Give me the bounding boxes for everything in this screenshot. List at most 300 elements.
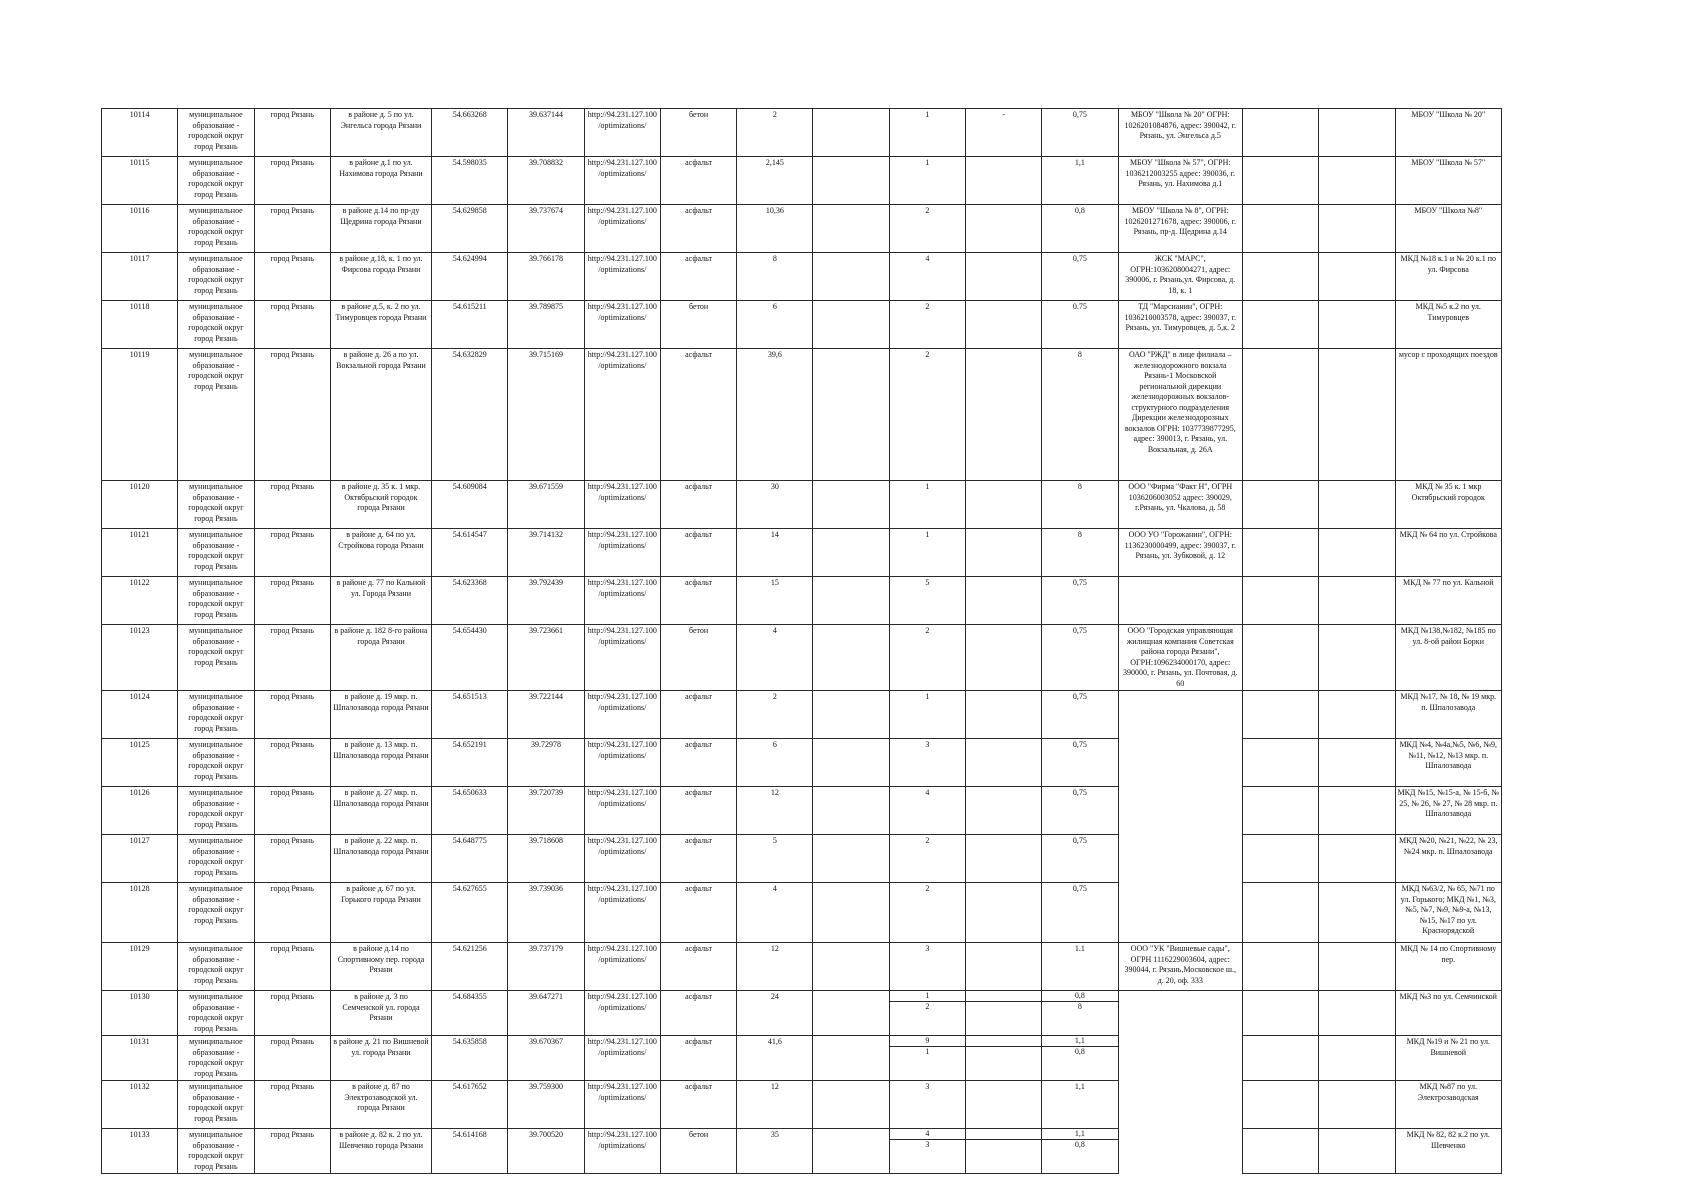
longitude-cell: 39.647271	[508, 991, 584, 1036]
blank-cell	[1242, 253, 1318, 301]
settlement-cell: город Рязань	[254, 835, 330, 883]
owner-cell	[1118, 835, 1242, 883]
blank-cell	[813, 787, 889, 835]
container-type-cell	[966, 691, 1042, 739]
container-type-cell	[966, 349, 1042, 481]
waste-source-cell: МБОУ "Школа № 57"	[1395, 157, 1501, 205]
latitude-cell: 54.654430	[432, 625, 508, 691]
blank-cell	[1242, 883, 1318, 943]
latitude-cell: 54.629858	[432, 205, 508, 253]
table-row	[102, 835, 1502, 883]
owner-cell	[1118, 739, 1242, 787]
location-address-cell: в районе д. 35 к. 1 мкр. Октябрьский городок города Рязани	[330, 481, 431, 529]
blank-cell	[813, 157, 889, 205]
latitude-cell: 54.635858	[432, 1036, 508, 1081]
blank-cell	[813, 691, 889, 739]
waste-source-cell: МКД №18 к.1 и № 20 к.1 по ул. Фирсова	[1395, 253, 1501, 301]
record-number-cell: 10117	[102, 253, 178, 301]
municipality-cell: муниципальное образование - городской округ город Рязань	[178, 787, 254, 835]
map-url-cell: http://94.231.127.100/optimizations/	[584, 253, 660, 301]
record-number-cell: 10128	[102, 883, 178, 943]
settlement-cell: город Рязань	[254, 253, 330, 301]
settlement-cell: город Рязань	[254, 109, 330, 157]
blank-cell	[1242, 157, 1318, 205]
blank-cell	[813, 577, 889, 625]
container-type-cell	[966, 157, 1042, 205]
record-number-cell: 10122	[102, 577, 178, 625]
container-type-entry	[966, 1002, 1041, 1012]
container-count-entry: 9	[890, 1036, 965, 1047]
longitude-cell: 39.789875	[508, 301, 584, 349]
blank-cell	[1319, 991, 1395, 1036]
map-url-cell: http://94.231.127.100/optimizations/	[584, 691, 660, 739]
settlement-cell: город Рязань	[254, 787, 330, 835]
latitude-cell: 54.632829	[432, 349, 508, 481]
latitude-cell: 54.614168	[432, 1129, 508, 1174]
longitude-cell: 39.715169	[508, 349, 584, 481]
blank-cell	[1319, 349, 1395, 481]
site-area-cell: 39,6	[737, 349, 813, 481]
blank-cell	[1319, 577, 1395, 625]
map-url-cell: http://94.231.127.100/optimizations/	[584, 991, 660, 1036]
latitude-cell: 54.663268	[432, 109, 508, 157]
latitude-cell: 54.615211	[432, 301, 508, 349]
owner-cell	[1118, 787, 1242, 835]
table-row	[102, 787, 1502, 835]
container-count-entry: 4	[890, 1129, 965, 1140]
longitude-cell: 39.637144	[508, 109, 584, 157]
blank-cell	[1242, 349, 1318, 481]
settlement-cell: город Рязань	[254, 1081, 330, 1129]
latitude-cell: 54.623368	[432, 577, 508, 625]
waste-source-cell: МКД № 82, 82 к.2 по ул. Шевченко	[1395, 1129, 1501, 1174]
table-row	[102, 739, 1502, 787]
container-volume-cell	[1042, 991, 1118, 1036]
owner-cell	[1118, 883, 1242, 943]
municipality-cell: муниципальное образование - городской округ город Рязань	[178, 253, 254, 301]
blank-cell	[1319, 835, 1395, 883]
container-volume-entry: 0,8	[1074, 1047, 1085, 1056]
container-volume-cell: 0,75	[1042, 691, 1118, 739]
table-row	[102, 253, 1502, 301]
blank-cell	[1242, 301, 1318, 349]
waste-source-cell: МКД №15, №15-а, № 15-б, № 25, № 26, № 27, № 28 мкр. п. Шпалозавода	[1395, 787, 1501, 835]
container-count-cell: 4	[889, 253, 965, 301]
container-type-cell	[966, 1129, 1042, 1174]
longitude-cell: 39.714132	[508, 529, 584, 577]
container-count-cell: 4	[889, 787, 965, 835]
municipality-cell: муниципальное образование - городской округ город Рязань	[178, 1081, 254, 1129]
surface-type-cell: асфальт	[660, 577, 736, 625]
latitude-cell: 54.650633	[432, 787, 508, 835]
container-type-cell	[966, 205, 1042, 253]
map-url-cell: http://94.231.127.100/optimizations/	[584, 157, 660, 205]
longitude-cell: 39.671559	[508, 481, 584, 529]
longitude-cell: 39.792439	[508, 577, 584, 625]
surface-type-cell: асфальт	[660, 943, 736, 991]
map-url-cell: http://94.231.127.100/optimizations/	[584, 835, 660, 883]
longitude-cell: 39.737674	[508, 205, 584, 253]
waste-source-cell: МКД № 77 по ул. Кальной	[1395, 577, 1501, 625]
municipality-cell: муниципальное образование - городской округ город Рязань	[178, 991, 254, 1036]
blank-cell	[1242, 835, 1318, 883]
surface-type-cell: асфальт	[660, 1081, 736, 1129]
blank-cell	[1319, 943, 1395, 991]
municipality-cell: муниципальное образование - городской округ город Рязань	[178, 1129, 254, 1174]
owner-cell	[1118, 1081, 1242, 1129]
site-area-cell: 2,145	[737, 157, 813, 205]
record-number-cell: 10132	[102, 1081, 178, 1129]
map-url-cell: http://94.231.127.100/optimizations/	[584, 739, 660, 787]
longitude-cell: 39.700520	[508, 1129, 584, 1174]
surface-type-cell: асфальт	[660, 529, 736, 577]
municipality-cell: муниципальное образование - городской округ город Рязань	[178, 625, 254, 691]
container-type-entry	[966, 1129, 1041, 1140]
blank-cell	[1242, 109, 1318, 157]
surface-type-cell: бетон	[660, 625, 736, 691]
blank-cell	[1319, 883, 1395, 943]
site-area-cell: 6	[737, 301, 813, 349]
container-type-entry	[966, 991, 1041, 1002]
container-count-cell	[889, 1036, 965, 1081]
location-address-cell: в районе д. 22 мкр. п. Шпалозавода города Рязани	[330, 835, 431, 883]
waste-source-cell: МБОУ "Школа № 20"	[1395, 109, 1501, 157]
municipality-cell: муниципальное образование - городской округ город Рязань	[178, 691, 254, 739]
container-type-cell	[966, 739, 1042, 787]
table-row	[102, 991, 1502, 1036]
municipality-cell: муниципальное образование - городской округ город Рязань	[178, 1036, 254, 1081]
blank-cell	[813, 301, 889, 349]
blank-cell	[1242, 1081, 1318, 1129]
municipality-cell: муниципальное образование - городской округ город Рязань	[178, 157, 254, 205]
container-volume-cell: 0,75	[1042, 835, 1118, 883]
owner-cell: МБОУ "Школа № 8", ОГРН: 1026201271678, адрес: 390006, г. Рязань, пр-д. Щедрина д.14	[1118, 205, 1242, 253]
blank-cell	[813, 1081, 889, 1129]
table-row	[102, 883, 1502, 943]
container-volume-cell: 0,8	[1042, 205, 1118, 253]
blank-cell	[813, 349, 889, 481]
table-row	[102, 481, 1502, 529]
waste-source-cell: мусор с проходящих поездов	[1395, 349, 1501, 481]
surface-type-cell: асфальт	[660, 691, 736, 739]
container-count-cell: 2	[889, 625, 965, 691]
location-address-cell: в районе д. 27 мкр. п. Шпалозавода города Рязани	[330, 787, 431, 835]
map-url-cell: http://94.231.127.100/optimizations/	[584, 349, 660, 481]
location-address-cell: в районе д.14 по пр-ду Щедрина города Рязани	[330, 205, 431, 253]
municipality-cell: муниципальное образование - городской округ город Рязань	[178, 577, 254, 625]
location-address-cell: в районе д. 87 по Электрозаводской ул. города Рязани	[330, 1081, 431, 1129]
longitude-cell: 39.722144	[508, 691, 584, 739]
surface-type-cell: бетон	[660, 109, 736, 157]
container-count-cell: 2	[889, 835, 965, 883]
location-address-cell: в районе д. 77 по Кальной ул. Города Рязани	[330, 577, 431, 625]
container-type-cell	[966, 253, 1042, 301]
settlement-cell: город Рязань	[254, 943, 330, 991]
record-number-cell: 10130	[102, 991, 178, 1036]
location-address-cell: в районе д. 13 мкр. п. Шпалозавода города Рязани	[330, 739, 431, 787]
settlement-cell: город Рязань	[254, 739, 330, 787]
blank-cell	[813, 205, 889, 253]
latitude-cell: 54.598035	[432, 157, 508, 205]
site-area-cell: 4	[737, 883, 813, 943]
container-type-cell	[966, 943, 1042, 991]
container-volume-entry: 0,8	[1042, 991, 1117, 1002]
longitude-cell: 39.720739	[508, 787, 584, 835]
container-count-entry: 2	[925, 1002, 930, 1011]
container-volume-cell: 1,1	[1042, 1081, 1118, 1129]
site-area-cell: 35	[737, 1129, 813, 1174]
map-url-cell: http://94.231.127.100/optimizations/	[584, 577, 660, 625]
waste-source-cell: МКД №63/2, № 65, №71 по ул. Горького; МКД №1, №3, №5, №7, №9, №9-а, №13, №15, №17 по ул. Краснорядской	[1395, 883, 1501, 943]
latitude-cell: 54.684355	[432, 991, 508, 1036]
owner-cell: ОАО "РЖД" в лице филиала – железнодорожного вокзала Рязань-1 Московской региональной дирекции железнодорожных вокзалов-структурного подразделения Дирекции железнодорозных вокзалов ОГРН: 1037739877295, адрес: 390013, г. Рязань, ул. Вокзальная, д. 26А	[1118, 349, 1242, 481]
blank-cell	[1242, 205, 1318, 253]
location-address-cell: в районе д. 21 по Вишневой ул. города Рязани	[330, 1036, 431, 1081]
surface-type-cell: бетон	[660, 1129, 736, 1174]
blank-cell	[813, 109, 889, 157]
container-count-cell: 1	[889, 109, 965, 157]
record-number-cell: 10114	[102, 109, 178, 157]
map-url-cell: http://94.231.127.100/optimizations/	[584, 625, 660, 691]
owner-cell	[1118, 991, 1242, 1036]
container-volume-cell: 0,75	[1042, 109, 1118, 157]
blank-cell	[1319, 529, 1395, 577]
container-count-cell: 2	[889, 349, 965, 481]
blank-cell	[1242, 943, 1318, 991]
settlement-cell: город Рязань	[254, 625, 330, 691]
container-type-cell: -	[966, 109, 1042, 157]
site-area-cell: 12	[737, 787, 813, 835]
blank-cell	[1319, 1036, 1395, 1081]
site-area-cell: 12	[737, 1081, 813, 1129]
blank-cell	[813, 1036, 889, 1081]
location-address-cell: в районе д.18, к. 1 по ул. Фирсова города Рязани	[330, 253, 431, 301]
record-number-cell: 10126	[102, 787, 178, 835]
blank-cell	[1242, 625, 1318, 691]
longitude-cell: 39.723661	[508, 625, 584, 691]
blank-cell	[1242, 1036, 1318, 1081]
settlement-cell: город Рязань	[254, 577, 330, 625]
location-address-cell: в районе д. 182 8-го района города Рязани	[330, 625, 431, 691]
container-type-cell	[966, 481, 1042, 529]
blank-cell	[813, 481, 889, 529]
settlement-cell: город Рязань	[254, 691, 330, 739]
longitude-cell: 39.739036	[508, 883, 584, 943]
blank-cell	[1242, 991, 1318, 1036]
container-count-cell	[889, 991, 965, 1036]
surface-type-cell: асфальт	[660, 481, 736, 529]
location-address-cell: в районе д. 5 по ул. Энгельса города Рязани	[330, 109, 431, 157]
container-volume-cell: 1,1	[1042, 157, 1118, 205]
waste-source-cell: МКД №19 и № 21 по ул. Вишневой	[1395, 1036, 1501, 1081]
blank-cell	[1242, 691, 1318, 739]
blank-cell	[1242, 787, 1318, 835]
settlement-cell: город Рязань	[254, 529, 330, 577]
map-url-cell: http://94.231.127.100/optimizations/	[584, 529, 660, 577]
container-volume-cell: 0,75	[1042, 883, 1118, 943]
record-number-cell: 10119	[102, 349, 178, 481]
site-area-cell: 5	[737, 835, 813, 883]
container-type-cell	[966, 301, 1042, 349]
container-type-cell	[966, 577, 1042, 625]
blank-cell	[1319, 253, 1395, 301]
container-count-cell: 1	[889, 157, 965, 205]
municipality-cell: муниципальное образование - городской округ город Рязань	[178, 883, 254, 943]
table-row	[102, 109, 1502, 157]
container-count-cell	[889, 1129, 965, 1174]
municipality-cell: муниципальное образование - городской округ город Рязань	[178, 301, 254, 349]
container-type-cell	[966, 883, 1042, 943]
longitude-cell: 39.737179	[508, 943, 584, 991]
container-volume-cell: 8	[1042, 349, 1118, 481]
table-row	[102, 349, 1502, 481]
container-volume-entry: 8	[1077, 1002, 1082, 1011]
container-type-cell	[966, 1036, 1042, 1081]
waste-source-cell: МКД №4, №4а,№5, №6, №9, №11, №12, №13 мкр. п. Шпалозавода	[1395, 739, 1501, 787]
blank-cell	[1319, 625, 1395, 691]
settlement-cell: город Рязань	[254, 1036, 330, 1081]
container-count-cell: 2	[889, 205, 965, 253]
container-count-cell: 1	[889, 529, 965, 577]
site-area-cell: 2	[737, 691, 813, 739]
surface-type-cell: асфальт	[660, 787, 736, 835]
waste-source-cell: МКД № 64 по ул. Стройкова	[1395, 529, 1501, 577]
owner-cell: МБОУ "Школа № 57", ОГРН: 1036212003255 адрес: 390036, г. Рязань, ул. Нахимова д.1	[1118, 157, 1242, 205]
container-type-entry	[966, 1140, 1041, 1150]
site-area-cell: 24	[737, 991, 813, 1036]
container-volume-cell: 8	[1042, 481, 1118, 529]
record-number-cell: 10120	[102, 481, 178, 529]
settlement-cell: город Рязань	[254, 301, 330, 349]
site-area-cell: 15	[737, 577, 813, 625]
site-area-cell: 12	[737, 943, 813, 991]
container-volume-entry: 0,8	[1074, 1140, 1085, 1149]
blank-cell	[1319, 739, 1395, 787]
waste-source-cell: МКД № 14 по Спортивному пер.	[1395, 943, 1501, 991]
container-volume-cell: 0,75	[1042, 577, 1118, 625]
container-type-cell	[966, 625, 1042, 691]
container-type-cell	[966, 991, 1042, 1036]
map-url-cell: http://94.231.127.100/optimizations/	[584, 1129, 660, 1174]
containers-registry-table	[101, 108, 1502, 1174]
blank-cell	[1242, 481, 1318, 529]
waste-source-cell: МКД №3 по ул. Семчинской	[1395, 991, 1501, 1036]
table-row	[102, 157, 1502, 205]
location-address-cell: в районе д. 64 по ул. Стройкова города Рязани	[330, 529, 431, 577]
container-count-cell: 3	[889, 943, 965, 991]
map-url-cell: http://94.231.127.100/optimizations/	[584, 1081, 660, 1129]
surface-type-cell: асфальт	[660, 157, 736, 205]
municipality-cell: муниципальное образование - городской округ город Рязань	[178, 109, 254, 157]
map-url-cell: http://94.231.127.100/optimizations/	[584, 787, 660, 835]
table-row	[102, 691, 1502, 739]
latitude-cell: 54.627655	[432, 883, 508, 943]
waste-source-cell: МКД № 35 к. 1 мкр Октябрьский городок	[1395, 481, 1501, 529]
settlement-cell: город Рязань	[254, 481, 330, 529]
container-volume-cell: 0.75	[1042, 301, 1118, 349]
map-url-cell: http://94.231.127.100/optimizations/	[584, 109, 660, 157]
owner-cell: ЖСК "МАРС", ОГРН:1036208004271, адрес: 390006, г. Рязань,ул. Фирсова, д. 18, к. 1	[1118, 253, 1242, 301]
settlement-cell: город Рязань	[254, 205, 330, 253]
blank-cell	[1242, 577, 1318, 625]
container-count-cell: 5	[889, 577, 965, 625]
blank-cell	[1319, 205, 1395, 253]
container-type-entry	[966, 1036, 1041, 1047]
blank-cell	[813, 739, 889, 787]
site-area-cell: 4	[737, 625, 813, 691]
blank-cell	[1242, 739, 1318, 787]
container-count-cell: 2	[889, 883, 965, 943]
blank-cell	[813, 529, 889, 577]
map-url-cell: http://94.231.127.100/optimizations/	[584, 1036, 660, 1081]
blank-cell	[813, 1129, 889, 1174]
container-volume-cell: 0,75	[1042, 739, 1118, 787]
owner-cell: ООО УО "Горожанин", ОГРН: 1136230000499, адрес: 390037, г. Рязань, ул. Зубковой, д. 12	[1118, 529, 1242, 577]
surface-type-cell: асфальт	[660, 253, 736, 301]
surface-type-cell: асфальт	[660, 1036, 736, 1081]
table-row	[102, 1081, 1502, 1129]
settlement-cell: город Рязань	[254, 157, 330, 205]
blank-cell	[1242, 1129, 1318, 1174]
container-count-cell: 1	[889, 481, 965, 529]
latitude-cell: 54.652191	[432, 739, 508, 787]
location-address-cell: в районе д.5, к. 2 по ул. Тимуровцев города Рязани	[330, 301, 431, 349]
container-type-entry	[966, 1047, 1041, 1057]
waste-source-cell: МКД №5 к.2 по ул. Тимуровцев	[1395, 301, 1501, 349]
site-area-cell: 10,36	[737, 205, 813, 253]
blank-cell	[1319, 301, 1395, 349]
municipality-cell: муниципальное образование - городской округ город Рязань	[178, 835, 254, 883]
container-type-cell	[966, 1081, 1042, 1129]
location-address-cell: в районе д. 26 а по ул. Вокзальной города Рязани	[330, 349, 431, 481]
record-number-cell: 10115	[102, 157, 178, 205]
owner-cell: ООО "Городская управляющая жилищная компания Советская района города Рязани", ОГРН:1096234000170, адрес: 390000, г. Рязань, ул. Почтовая, д. 60	[1118, 625, 1242, 691]
waste-source-cell: МКД №20, №21, №22, № 23, №24 мкр. п. Шпалозавода	[1395, 835, 1501, 883]
site-area-cell: 41,6	[737, 1036, 813, 1081]
location-address-cell: в районе д. 82 к. 2 по ул. Шевченко города Рязани	[330, 1129, 431, 1174]
latitude-cell: 54.648775	[432, 835, 508, 883]
container-volume-cell	[1042, 1036, 1118, 1081]
waste-source-cell: МКД №138,№182, №185 по ул. 8-ой район Борки	[1395, 625, 1501, 691]
table-row	[102, 529, 1502, 577]
container-volume-cell: 1.1	[1042, 943, 1118, 991]
longitude-cell: 39.718608	[508, 835, 584, 883]
table-row	[102, 301, 1502, 349]
municipality-cell: муниципальное образование - городской округ город Рязань	[178, 349, 254, 481]
owner-cell: МБОУ "Школа № 20" ОГРН: 1026201084876, адрес: 390042, г. Рязань, ул. Энгельса д.5	[1118, 109, 1242, 157]
owner-cell: ООО "Фирма "Факт Н", ОГРН 1036206003052 адрес: 390029, г.Рязань, ул. Чкалова, д. 58	[1118, 481, 1242, 529]
blank-cell	[813, 253, 889, 301]
blank-cell	[1242, 529, 1318, 577]
waste-source-cell: МКД №17, № 18, № 19 мкр. п. Шпалозавода	[1395, 691, 1501, 739]
surface-type-cell: асфальт	[660, 835, 736, 883]
blank-cell	[1319, 109, 1395, 157]
blank-cell	[813, 943, 889, 991]
latitude-cell: 54.614547	[432, 529, 508, 577]
settlement-cell: город Рязань	[254, 1129, 330, 1174]
surface-type-cell: асфальт	[660, 883, 736, 943]
table-row	[102, 205, 1502, 253]
map-url-cell: http://94.231.127.100/optimizations/	[584, 301, 660, 349]
location-address-cell: в районе д. 67 по ул. Горького города Рязани	[330, 883, 431, 943]
container-type-cell	[966, 835, 1042, 883]
settlement-cell: город Рязань	[254, 883, 330, 943]
surface-type-cell: асфальт	[660, 991, 736, 1036]
container-volume-cell: 0,75	[1042, 253, 1118, 301]
blank-cell	[1319, 1081, 1395, 1129]
location-address-cell: в районе д. 19 мкр. п. Шпалозавода города Рязани	[330, 691, 431, 739]
municipality-cell: муниципальное образование - городской округ город Рязань	[178, 739, 254, 787]
